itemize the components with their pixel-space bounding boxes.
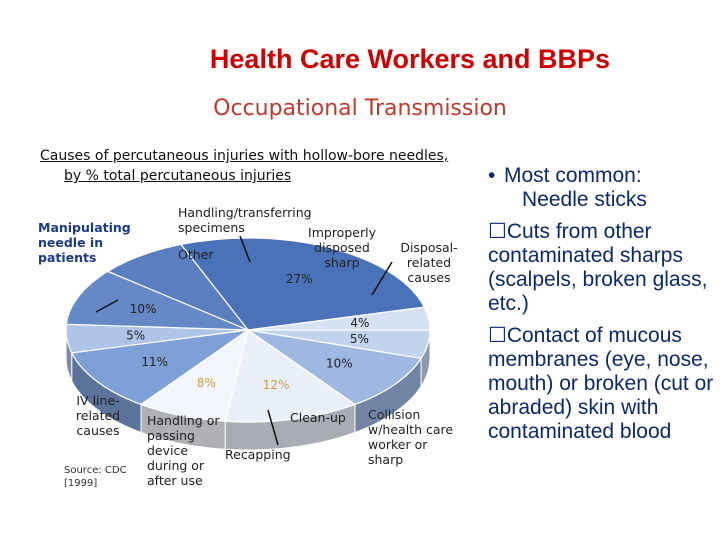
- bullet-cuts: [488, 220, 720, 316]
- checkbox-icon: ☐: [488, 220, 507, 243]
- pie-value-label: 12%: [262, 378, 290, 393]
- bullet-dot: •: [488, 164, 496, 187]
- pie-value-label: 27%: [285, 272, 313, 287]
- label-handling-device: Handling or passing device during or after use: [147, 413, 220, 488]
- label-iv-line: IV line-related causes: [75, 393, 121, 438]
- label-clean-up: Clean-up: [290, 410, 346, 425]
- label-handling-specimens: Handling/transferring specimens: [178, 205, 312, 235]
- bullet-cuts-text: Cuts from other contaminated sharps (scalpels, broken glass, etc.): [488, 220, 708, 315]
- label-other: Other: [178, 247, 214, 262]
- label-manipulating-needle: Manipulating needle in patients: [38, 220, 131, 265]
- pie-value-label: 10%: [325, 356, 353, 371]
- slide-title: Health Care Workers and BBPs: [209, 44, 611, 74]
- pie-value-label: 5%: [349, 331, 369, 346]
- bullet-most-common: [488, 164, 720, 212]
- pie-value-label: 11%: [141, 355, 169, 370]
- label-collision: Collision w/health care worker or sharp: [368, 407, 454, 467]
- pie-value-label: 10%: [129, 302, 157, 317]
- source-note: Source: CDC [1999]: [64, 465, 127, 489]
- chart-title-line-1: Causes of percutaneous injuries with hollow-bore needles,: [40, 148, 449, 164]
- pie-value-label: 5%: [126, 328, 146, 343]
- bullet-contact-text: Contact of mucous membranes (eye, nose, mouth) or broken (cut or abraded) skin with contaminated blood: [488, 324, 714, 443]
- label-recapping: Recapping: [225, 447, 291, 462]
- bullet-list: [488, 164, 720, 452]
- pie-value-label: 4%: [350, 315, 370, 330]
- bullet-main-cont: Needle sticks: [522, 188, 647, 211]
- label-improperly-disposed: Improperly disposed sharp: [308, 225, 376, 270]
- slide-subtitle: Occupational Transmission: [213, 96, 507, 121]
- label-disposal-related: Disposal-related causes: [400, 240, 458, 285]
- bullet-main-text: Most common:: [504, 164, 642, 187]
- chart-title-line-2: by % total percutaneous injuries: [64, 168, 292, 184]
- pie-value-label: 8%: [196, 376, 216, 391]
- bullet-contact: [488, 324, 720, 444]
- checkbox-icon: ☐: [488, 324, 507, 347]
